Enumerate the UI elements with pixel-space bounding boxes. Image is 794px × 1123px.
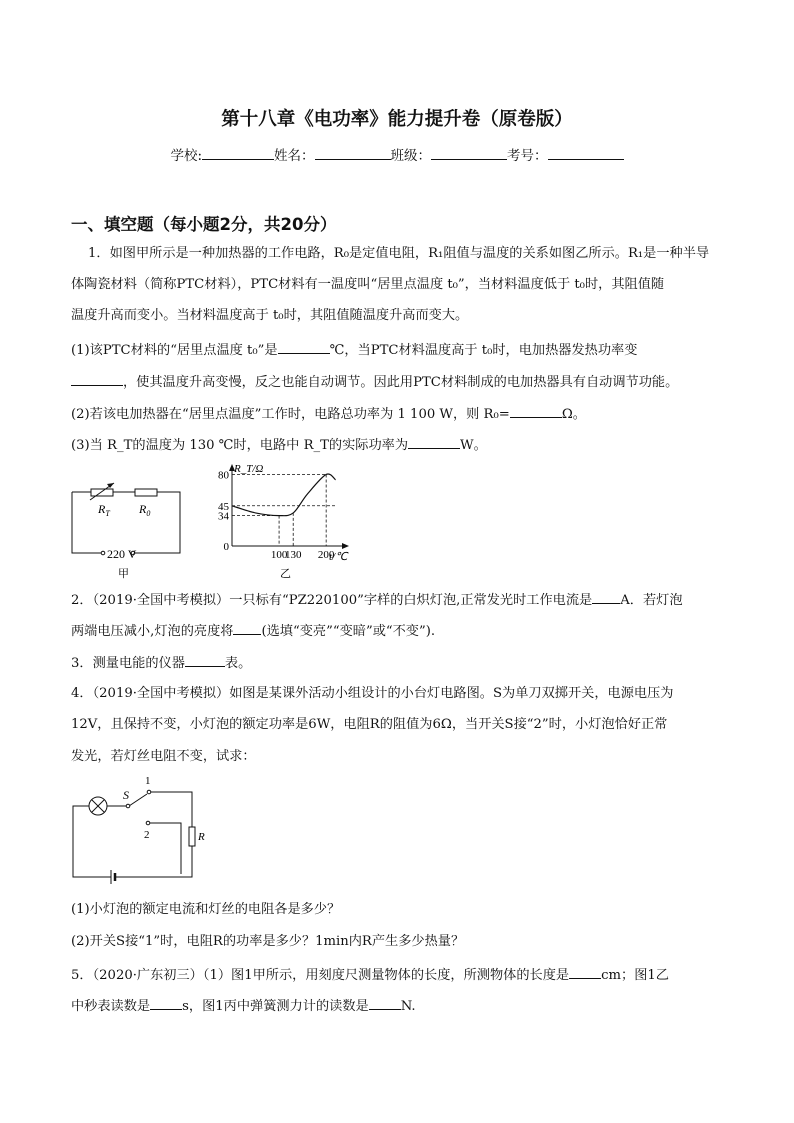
q1-sub3	[71, 435, 487, 455]
x-axis-label: t/℃	[329, 551, 348, 563]
class-blank[interactable]	[431, 146, 507, 160]
q1-line2: 体陶瓷材料（简称PTC材料），PTC材料有一温度叫“居里点温度 t₀”，当材料温度低于 t₀时，其阻值随	[71, 277, 665, 292]
resistor-r	[189, 827, 195, 846]
section-heading-fill-in: 一、填空题（每小题2分，共20分）	[71, 215, 337, 234]
q4-sub1: (1)小灯泡的额定电流和灯丝的电阻各是多少？	[71, 902, 341, 917]
rt-resistor	[91, 489, 113, 496]
class-label: 班级：	[390, 148, 432, 164]
q4-line2: 12V，且保持不变，小灯泡的额定功率是6W，电阻R的阻值为6Ω，当开关S接“2”时，小灯泡恰好正常	[71, 717, 668, 732]
student-info-line	[0, 144, 794, 164]
r0-resistor	[135, 489, 157, 496]
label-s: S	[123, 788, 129, 802]
label-r0: $R_0$	[139, 502, 151, 518]
y-axis-label: R_T/Ω	[234, 463, 264, 475]
figure-yi-chart	[200, 460, 370, 580]
q1-blank-curie-temp[interactable]	[278, 340, 330, 354]
q2-blank-current[interactable]	[592, 590, 620, 604]
q3-blank-instrument[interactable]	[185, 653, 225, 667]
q1-sub3-text-a: (3)当 R_T的温度为 130 ℃时，电路中 R_T的实际功率为	[71, 438, 409, 453]
q2-text-a: 2．（2019·全国中考模拟）一只标有“PZ220100”字样的白炽灯泡,正常发光时工作电流是	[71, 593, 593, 608]
exam-no-label: 考号：	[507, 148, 548, 164]
q1-sub1-text-c: ，使其温度升高变慢，反之也能自动调节。因此用PTC材料制成的电加热器具有自动调节功能。	[123, 375, 679, 390]
x-axis-arrow-icon	[342, 543, 349, 549]
x-tick-label: 100	[270, 549, 288, 561]
name-label: 姓名：	[274, 148, 315, 164]
q2-line1	[71, 590, 683, 610]
label-2: 2	[144, 829, 150, 841]
label-rt: $R_T$	[98, 502, 110, 518]
q5-blank-length[interactable]	[569, 965, 601, 979]
school-blank[interactable]	[202, 146, 274, 160]
q5-text-c: 中秒表读数是	[71, 999, 151, 1014]
q2-text-b: A．若灯泡	[620, 593, 683, 608]
contact-2-icon	[146, 821, 150, 825]
q1-blank-power-change[interactable]	[71, 372, 123, 386]
q1-sub2-text-b: Ω。	[561, 407, 586, 422]
caption-jia: 甲	[118, 568, 129, 580]
caption-yi: 乙	[280, 568, 291, 580]
q5-text-e: N.	[400, 999, 416, 1014]
q1-sub2	[71, 404, 586, 424]
q5-text-d: s，图1丙中弹簧测力计的读数是	[182, 999, 369, 1014]
q5-blank-stopwatch[interactable]	[150, 996, 182, 1010]
q3-line	[71, 653, 251, 673]
x-tick-label: 130	[284, 549, 302, 561]
page-title: 第十八章《电功率》能力提升卷（原卷版）	[221, 109, 573, 130]
school-label: 学校:	[170, 148, 203, 164]
q5-line1	[71, 965, 669, 985]
q1-blank-r0[interactable]	[510, 404, 562, 418]
label-1: 1	[145, 775, 151, 787]
y-tick-label: 80	[218, 469, 229, 482]
q4-sub2: (2)开关S接“1”时，电阻R的功率是多少？1min内R产生多少热量？	[71, 934, 465, 949]
q3-text-a: 3．测量电能的仪器	[71, 656, 185, 671]
name-blank[interactable]	[315, 146, 391, 160]
q5-blank-force[interactable]	[369, 996, 401, 1010]
q2-text-d: (选填“变亮”“变暗”或“不变”).	[261, 624, 436, 639]
y-tick-label: 0	[223, 541, 229, 553]
x-tick-label: 200	[317, 549, 335, 561]
q5-text-a: 5．（2020·广东初三）（1）图1甲所示，用刻度尺测量物体的长度，所测物体的长度是	[71, 968, 570, 983]
y-tick-labels	[218, 469, 230, 553]
q5-line2	[71, 996, 416, 1016]
q2-blank-brightness[interactable]	[233, 621, 261, 635]
exam-no-blank[interactable]	[548, 146, 624, 160]
x-tick-labels	[271, 549, 335, 561]
q1-line3: 温度升高而变小。当材料温度高于 t₀时，其阻值随温度升高而变大。	[71, 308, 469, 323]
q2-text-c: 两端电压减小,灯泡的亮度将	[71, 624, 234, 639]
y-tick-label: 45	[218, 500, 229, 513]
label-voltage: 220 V	[107, 547, 137, 561]
q1-line1: 1．如图甲所示是一种加热器的工作电路，R₀是定值电阻，R₁阻值与温度的关系如图乙所示。R₁是一种半导	[88, 246, 710, 261]
q4-line3: 发光，若灯丝电阻不变，试求：	[71, 749, 256, 764]
q1-sub1-text-a: (1)该PTC材料的“居里点温度 t₀”是	[71, 343, 278, 358]
contact-1-icon	[147, 790, 151, 794]
switch-pivot-icon	[126, 804, 130, 808]
q1-sub1-line1	[71, 340, 637, 360]
q1-blank-rt-power[interactable]	[408, 435, 460, 449]
y-tick-label: 34	[218, 510, 229, 523]
q5-text-b: cm；图1乙	[601, 968, 669, 983]
figure-q4-circuit	[65, 772, 215, 887]
q1-sub2-text-a: (2)若该电加热器在“居里点温度”工作时，电路总功率为 1 100 W，则 R₀=	[71, 407, 510, 422]
q1-sub1-line2	[71, 372, 678, 392]
rt-temperature-curve	[232, 474, 336, 516]
figure-jia-circuit	[60, 480, 190, 580]
q3-text-b: 表。	[224, 656, 252, 671]
q4-line1: 4．（2019·全国中考模拟）如图是某课外活动小组设计的小台灯电路图。S为单刀双掷开关，电源电压为	[71, 686, 674, 701]
terminal-icon	[101, 551, 105, 555]
switch-blade	[129, 794, 147, 806]
circuit-wire	[73, 806, 111, 877]
q1-sub1-text-b: ℃，当PTC材料温度高于 t₀时，电加热器发热功率变	[329, 343, 638, 358]
label-r: R	[198, 831, 205, 843]
q2-line2	[71, 621, 435, 641]
circuit-wire	[150, 823, 181, 874]
q1-sub3-text-b: W。	[460, 438, 487, 453]
circuit-wire	[72, 492, 180, 553]
